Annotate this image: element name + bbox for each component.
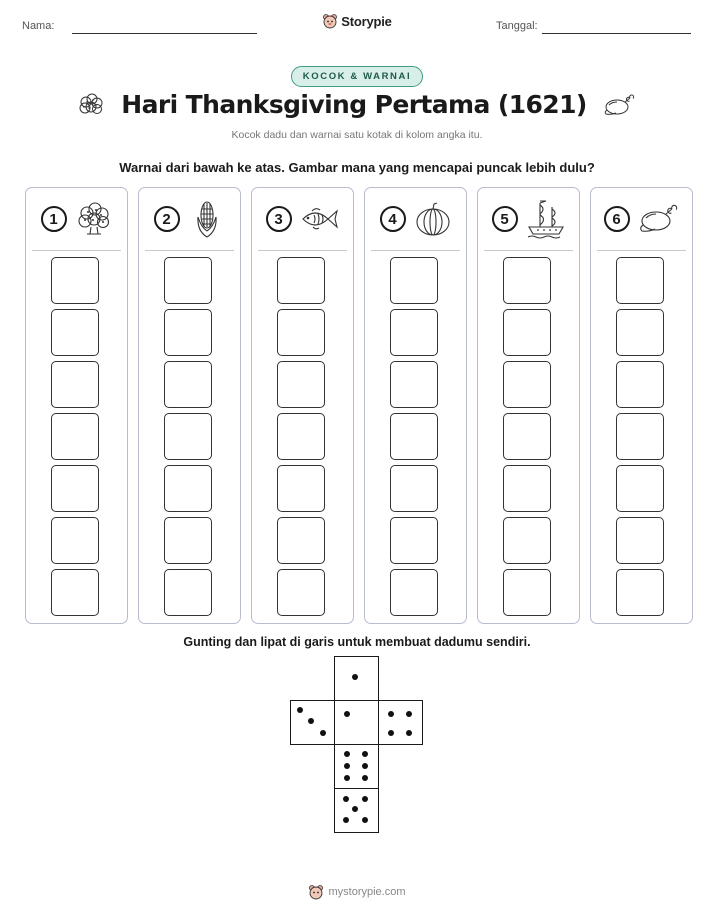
footer [0, 884, 714, 900]
column-2 [138, 187, 241, 624]
date-label: Tanggal: [496, 20, 538, 32]
color-box[interactable] [51, 465, 99, 512]
column-1 [25, 187, 128, 624]
column-number: 2 [154, 206, 180, 232]
color-box[interactable] [51, 257, 99, 304]
color-box[interactable] [164, 361, 212, 408]
column-number: 1 [41, 206, 67, 232]
dice-face-1 [334, 656, 379, 701]
instruction: Warnai dari bawah ke atas. Gambar mana yang mencapai puncak lebih dulu? [119, 160, 595, 175]
color-box[interactable] [164, 465, 212, 512]
color-box[interactable] [277, 413, 325, 460]
name-label: Nama: [22, 20, 55, 32]
column-number: 4 [380, 206, 406, 232]
column-4 [364, 187, 467, 624]
color-box[interactable] [503, 257, 551, 304]
box-stack [164, 257, 212, 621]
date-line[interactable] [542, 33, 691, 34]
storypie-mascot-icon [322, 13, 338, 29]
title-row [0, 90, 714, 119]
bush-icon [77, 93, 105, 117]
color-box[interactable] [277, 569, 325, 616]
box-stack [503, 257, 551, 621]
dice-face-6 [334, 744, 379, 789]
color-box[interactable] [503, 413, 551, 460]
color-box[interactable] [164, 413, 212, 460]
color-box[interactable] [616, 569, 664, 616]
ship-icon [526, 199, 566, 239]
color-box[interactable] [51, 569, 99, 616]
name-line[interactable] [72, 33, 257, 34]
color-box[interactable] [503, 309, 551, 356]
brand-logo [0, 13, 714, 29]
corn-icon [188, 199, 226, 239]
color-box[interactable] [390, 517, 438, 564]
turkey-icon [603, 93, 637, 117]
color-box[interactable] [164, 569, 212, 616]
color-box[interactable] [616, 257, 664, 304]
color-box[interactable] [390, 309, 438, 356]
tracking-columns [25, 187, 693, 624]
dice-face-1 [334, 700, 379, 745]
turkey-icon [638, 203, 680, 235]
color-box[interactable] [51, 413, 99, 460]
footer-url[interactable]: mystorypie.com [328, 886, 406, 898]
fish-icon [300, 206, 340, 232]
color-box[interactable] [277, 309, 325, 356]
box-stack [390, 257, 438, 621]
dice-net [290, 656, 424, 834]
color-box[interactable] [390, 361, 438, 408]
color-box[interactable] [503, 517, 551, 564]
color-box[interactable] [277, 517, 325, 564]
pumpkin-icon [414, 201, 452, 237]
color-box[interactable] [616, 309, 664, 356]
dice-face-2 [378, 700, 423, 745]
box-stack [277, 257, 325, 621]
color-box[interactable] [390, 257, 438, 304]
column-3 [251, 187, 354, 624]
color-box[interactable] [164, 309, 212, 356]
box-stack [51, 257, 99, 621]
page-title: Hari Thanksgiving Pertama (1621) [121, 90, 587, 119]
activity-badge: KOCOK & WARNAI [291, 66, 423, 87]
column-number: 6 [604, 206, 630, 232]
color-box[interactable] [503, 361, 551, 408]
box-stack [616, 257, 664, 621]
subtitle: Kocok dadu dan warnai satu kotak di kolom angka itu. [231, 129, 483, 141]
column-6 [590, 187, 693, 624]
color-box[interactable] [616, 517, 664, 564]
color-box[interactable] [616, 413, 664, 460]
color-box[interactable] [503, 465, 551, 512]
color-box[interactable] [390, 413, 438, 460]
color-box[interactable] [503, 569, 551, 616]
color-box[interactable] [164, 257, 212, 304]
column-number: 5 [492, 206, 518, 232]
color-box[interactable] [390, 465, 438, 512]
bush-icon [75, 201, 113, 237]
cut-instruction: Gunting dan lipat di garis untuk membuat dadumu sendiri. [183, 635, 531, 649]
color-box[interactable] [616, 361, 664, 408]
color-box[interactable] [616, 465, 664, 512]
color-box[interactable] [390, 569, 438, 616]
color-box[interactable] [51, 309, 99, 356]
column-5 [477, 187, 580, 624]
color-box[interactable] [277, 361, 325, 408]
color-box[interactable] [164, 517, 212, 564]
brand-name: Storypie [341, 13, 392, 29]
storypie-mascot-icon [308, 884, 324, 900]
color-box[interactable] [277, 465, 325, 512]
dice-face-3 [290, 700, 335, 745]
color-box[interactable] [51, 517, 99, 564]
color-box[interactable] [277, 257, 325, 304]
color-box[interactable] [51, 361, 99, 408]
column-number: 3 [266, 206, 292, 232]
dice-face-5 [334, 788, 379, 833]
